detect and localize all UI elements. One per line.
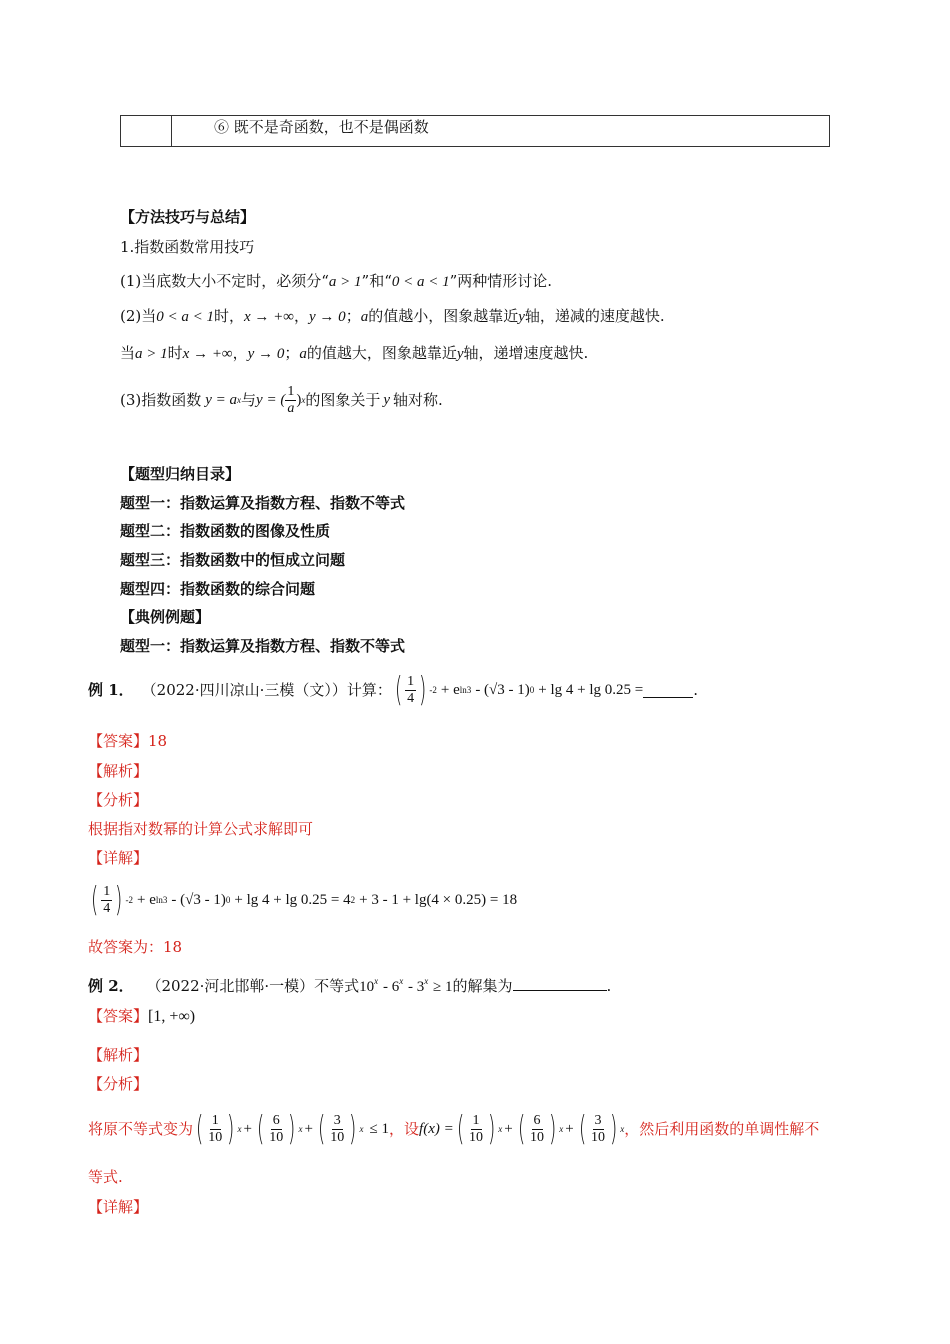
methods-paragraph-2: (2)当0 < a < 1时，x → +∞，y → 0；a的值越小，图象越靠近y轴，递减的速度越快. [120,307,665,325]
catalog-item-2: 题型二：指数函数的图像及性质 [120,522,331,540]
example-1-detail: 【详解】 [88,849,149,867]
methods-paragraph-4: (3)指数函数 y = a x 与 y = ( $\frac{1}{a}$ ) x 的图象关于 y 轴对称. [120,383,443,416]
example-1-answer: 【答案】18 [88,732,168,750]
table-cell-empty [121,116,172,147]
methods-paragraph-3: 当a > 1时x → +∞，y → 0；a的值越大，图象越靠近y轴，递增速度越快. [120,344,589,362]
examples-heading: 【典例例题】 [120,608,211,626]
fraction-1-4: $\frac{1}{4}$ [407,673,415,706]
catalog-item-4: 题型四：指数函数的综合问题 [120,580,316,598]
example-2-detail: 【详解】 [88,1198,149,1216]
example-1-fenxi: 【分析】 [88,791,149,809]
example-2-jiexi: 【解析】 [88,1046,149,1064]
methods-heading: 【方法技巧与总结】 [120,208,256,226]
table-row [121,116,830,147]
example-1-calculation: ( $\frac{1}{4}$ ) -2 + e ln3 - (√3 - 1) 0 + lg 4 + lg 0.25 = 4 2 + 3 - 1 + lg(4 × 0.25) = 18 [90,880,518,920]
catalog-item-1: 题型一：指数运算及指数方程、指数不等式 [120,494,406,512]
example-1-analysis: 根据指对数幂的计算公式求解即可 [88,820,314,838]
catalog-heading: 【题型归纳目录】 [120,465,241,483]
table-fragment [120,115,830,147]
example-2-analysis-cont: 等式. [88,1168,123,1186]
example-2-analysis: 将原不等式变为 ( $\frac{1}{10}$ ) x + ( $\frac{6}{10}$ ) x + ( $\frac{3}{10}$ ) x ≤ 1 ，设 f(x) = ( $\frac{1}{10}$ ) x + ( $\frac{6}{10}$ ) x + ( $\frac{3}{10}$ ) x ，然后利用函数的单调性解不 [88,1109,820,1149]
catalog-item-3: 题型三：指数函数中的恒成立问题 [120,551,346,569]
fraction-1-over-a: $\frac{1}{a}$ [287,383,295,416]
example-2-question: 例 2． （2022·河北邯郸·一模）不等式10$^x$ - 6$^x$ - 3$^x$ ≥ 1的解集为 . [88,976,612,995]
methods-paragraph-1: (1)当底数大小不定时，必须分“a > 1”和“0 < a < 1”两种情形讨论. [120,272,553,290]
example-2-answer: 【答案】[1, +∞) [88,1007,196,1025]
math-a-gt-1: a > 1 [328,274,362,290]
methods-item-1: 1.指数函数常用技巧 [120,238,255,256]
example-1-question: 例 1． （2022·四川凉山·三模（文））计算： ( $\frac{1}{4}$ ) -2 + e ln3 - (√3 - 1) 0 + lg 4 + lg 0.25 = . [88,670,699,710]
example-1-final: 故答案为：18 [88,938,183,956]
type1-heading: 题型一：指数运算及指数方程、指数不等式 [120,637,406,655]
answer-blank [643,683,693,698]
math-a-range: 0 < a < 1 [391,274,450,290]
table-cell-text: ⑥ 既不是奇函数，也不是偶函数 [172,116,830,147]
example-2-fenxi: 【分析】 [88,1075,149,1093]
answer-blank [513,976,607,991]
example-1-jiexi: 【解析】 [88,762,149,780]
